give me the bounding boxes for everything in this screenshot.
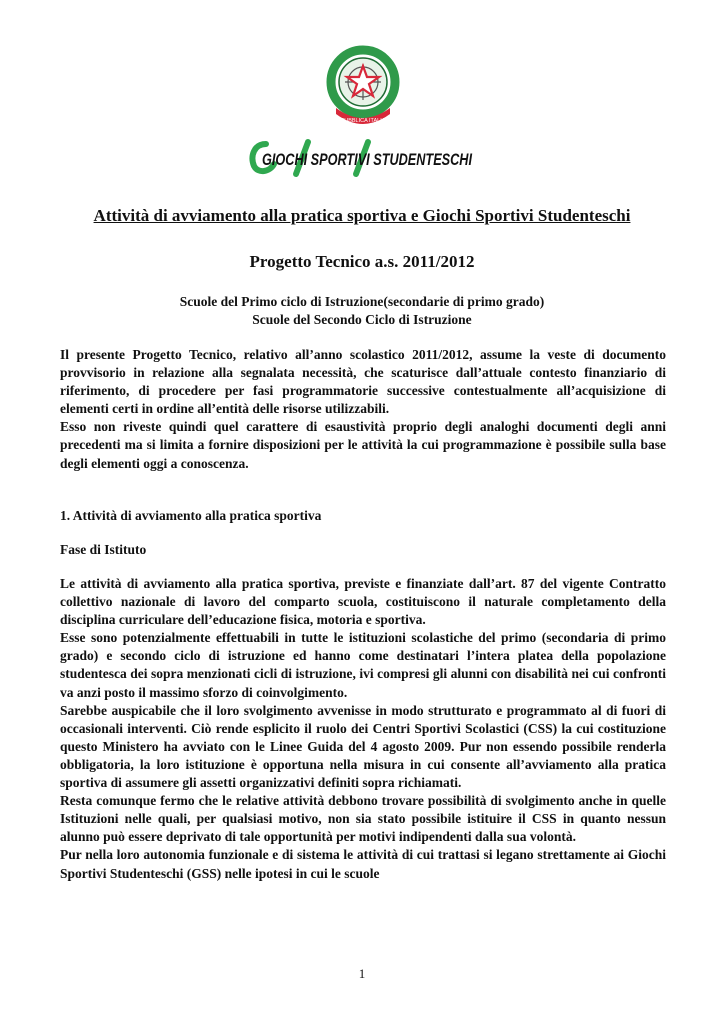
- school-levels: [40, 293, 684, 329]
- body-paragraph: Le attività di avviamento alla pratica sportiva, previste e finanziate dall’art. 87 del vigente Contratto collettivo nazionale di lavoro del comparto scuola, costituiscono il naturale completamento della disciplina curriculare dell’educazione fisica, motoria e sportiva.: [60, 576, 666, 628]
- school-level-line: Scuole del Secondo Ciclo di Istruzione: [252, 312, 472, 327]
- section-body-text: [60, 575, 666, 883]
- school-level-line: Scuole del Primo ciclo di Istruzione(secondarie di primo grado): [179, 294, 545, 309]
- body-paragraph: Resta comunque fermo che le relative attività debbono trovare possibilità di svolgimento anche in quelle Istituzioni nelle quali, per qualsiasi motivo, non sia stato possibile istituire il CSS in quanto nessun alunno può essere deprivato di tale opportunità per motivi indipendenti dalla sua volontà.: [60, 793, 666, 845]
- document-subtitle: Progetto Tecnico a.s. 2011/2012: [249, 252, 475, 271]
- italian-republic-emblem-icon: [318, 42, 408, 132]
- svg-text:REPUBBLICA ITALIANA: REPUBBLICA ITALIANA: [332, 118, 394, 124]
- svg-text:GIOCHI SPORTIVI STUDENTESCHI: GIOCHI SPORTIVI STUDENTESCHI: [262, 150, 473, 169]
- body-paragraph: Pur nella loro autonomia funzionale e di sistema le attività di cui trattasi si legano strettamente ai Giochi Sportivi Studenteschi (GSS) nelle ipotesi in cui le scuole: [60, 847, 666, 881]
- giochi-sportivi-studenteschi-logo: [248, 138, 476, 176]
- body-paragraph: Esse sono potenzialmente effettuabili in tutte le istituzioni scolastiche del primo (secondaria di primo grado) e secondo ciclo di istruzione ed hanno come destinatari l’intera platea della popolazione studentesca dei sopra menzionati cicli di istruzione, ivi compresi gli alunni con disabilità nei cui confronti va anzi posto il massimo sforzo di coinvolgimento.: [60, 630, 666, 700]
- document-title: Attività di avviamento alla pratica sportiva e Giochi Sportivi Studenteschi: [93, 206, 631, 225]
- body-paragraph: Sarebbe auspicabile che il loro svolgimento avvenisse in modo strutturato e programmato al di fuori di occasionali interventi. Ciò rende esplicito il ruolo dei Centri Sportivi Scolastici (CSS) la cui costituzione questo Ministero ha avviato con le Linee Guida del 4 agosto 2009. Pur non essendo possibile renderla obbligatoria, la loro istituzione è opportuna nella misura in cui consente all’avviamento alla pratica sportiva di assumere gli assetti organizzativi definiti sopra richiamati.: [60, 702, 666, 791]
- subsection-heading: Fase di Istituto: [60, 542, 147, 557]
- intro-text: [60, 346, 666, 473]
- page-number: 1: [358, 966, 366, 981]
- section-heading: 1. Attività di avviamento alla pratica sportiva: [60, 508, 322, 523]
- intro-paragraph: Il presente Progetto Tecnico, relativo all’anno scolastico 2011/2012, assume la veste di documento provvisorio in relazione alla segnalata necessità, che scaturisce dall’attuale contesto finanziario di riferimento, di procedere per fasi programmatorie successive contestualmente all’acquisizione di elementi certi in ordine all’entità delle risorse utilizzabili.: [60, 347, 666, 417]
- intro-paragraph: Esso non riveste quindi quel carattere di esaustività proprio degli analoghi documenti degli anni precedenti ma si limita a fornire disposizioni per le attività la cui programmazione è possibile sulla base degli elementi oggi a conoscenza.: [60, 419, 666, 471]
